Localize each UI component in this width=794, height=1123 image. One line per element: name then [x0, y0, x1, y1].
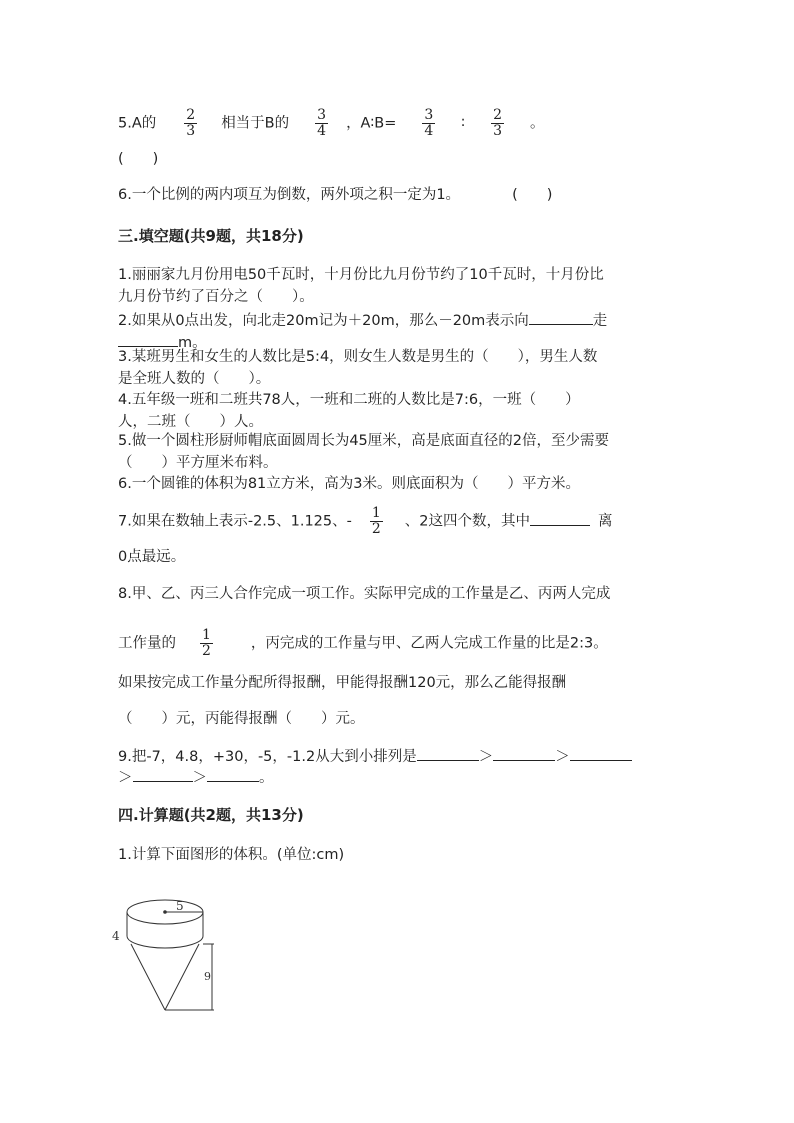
cylinder-cone-figure	[110, 888, 230, 1018]
q5-fraction-b: $\frac{3}{4}$	[317, 107, 327, 139]
q5-answer-paren: ( )	[118, 151, 159, 167]
fill-q8-line1: 8.甲、乙、丙三人合作完成一项工作。实际甲完成的工作量是乙、丙两人完成	[118, 586, 611, 602]
cylinder-bottom-arc	[127, 936, 203, 948]
answer-blank[interactable]	[417, 746, 479, 761]
q5-colon: ∶	[461, 115, 466, 132]
fill-q1-line1: 1.丽丽家九月份用电50千瓦时，十月份比九月份节约了10千瓦时，十月份比	[118, 267, 604, 283]
fill-q7-line1: 7.如果在数轴上表示-2.5、1.125、- $\frac{1}{2}$ 、2这四个数，其中 离	[118, 505, 613, 537]
cone-left-edge	[131, 944, 165, 1010]
q8-fraction: $\frac{1}{2}$	[202, 627, 211, 659]
fill-q9-line2: ＞ ＞ 。	[118, 767, 274, 787]
fill-q8-line2: 工作量的 $\frac{1}{2}$ ，丙完成的工作量与甲、乙两人完成工作量的比是2:3。	[118, 627, 608, 659]
answer-blank[interactable]	[207, 767, 259, 782]
cylinder-height-label: 4	[112, 929, 120, 943]
fill-q1-line2: 九月份节约了百分之（ ）。	[118, 289, 314, 305]
fill-q2-line2: m。	[118, 332, 207, 352]
center-point	[163, 910, 167, 914]
answer-blank[interactable]	[493, 746, 555, 761]
answer-blank[interactable]	[118, 332, 178, 347]
q6-answer-paren: ( )	[512, 187, 553, 203]
answer-blank[interactable]	[529, 310, 593, 325]
q5-prefix: 5.A的	[118, 115, 157, 132]
fill-q4-line1: 4.五年级一班和二班共78人，一班和二班的人数比是7:6，一班（ ）	[118, 392, 580, 408]
judge-q6	[118, 186, 552, 204]
fill-q5-line2: （ ）平方厘米布料。	[118, 455, 278, 471]
fill-q6: 6.一个圆锥的体积为81立方米，高为3米。则底面积为（ ）平方米。	[118, 476, 581, 492]
judge-q5	[118, 108, 544, 139]
radius-label: 5	[176, 899, 184, 913]
fill-q4-line2: 人，二班（ ）人。	[118, 414, 263, 430]
q5-mid: 相当于B的	[221, 115, 290, 132]
cone-height-label: 9	[204, 970, 211, 983]
q5-ratio-label: ，A∶B=	[346, 115, 397, 132]
cone-right-edge	[165, 944, 199, 1010]
answer-blank[interactable]	[530, 511, 590, 526]
answer-blank[interactable]	[570, 746, 632, 761]
fill-q3-line2: 是全班人数的（ ）。	[118, 371, 271, 387]
q6-text: 6.一个比例的两内项互为倒数，两外项之积一定为1。	[118, 187, 461, 203]
q5-end: 。	[529, 115, 545, 132]
fill-q5-line1: 5.做一个圆柱形厨师帽底面圆周长为45厘米，高是底面直径的2倍，至少需要	[118, 433, 610, 449]
section-3-title: 三.填空题(共9题，共18分)	[118, 227, 304, 245]
q5-fraction-a: $\frac{2}{3}$	[186, 107, 196, 139]
q7-fraction: $\frac{1}{2}$	[371, 505, 381, 537]
calc-q1: 1.计算下面图形的体积。(单位:cm)	[118, 847, 345, 863]
q5-fraction-c: $\frac{3}{4}$	[424, 107, 434, 139]
fill-q2-line1: 2.如果从0点出发，向北走20m记为＋20m，那么－20m表示向 走	[118, 310, 607, 330]
fill-q9-line1: 9.把-7，4.8，+30，-5，-1.2从大到小排列是 ＞ ＞	[118, 746, 632, 766]
answer-blank[interactable]	[133, 767, 193, 782]
q5-fraction-d: $\frac{2}{3}$	[493, 107, 502, 139]
section-4-title: 四.计算题(共2题，共13分)	[118, 806, 304, 824]
fill-q7-line2: 0点最远。	[118, 549, 186, 565]
fill-q8-line4: （ ）元，丙能得报酬（ ）元。	[118, 711, 365, 727]
fill-q8-line3: 如果按完成工作量分配所得报酬，甲能得报酬120元，那么乙能得报酬	[118, 675, 567, 691]
fill-q3-line1: 3.某班男生和女生的人数比是5:4，则女生人数是男生的（ ），男生人数	[118, 349, 598, 365]
